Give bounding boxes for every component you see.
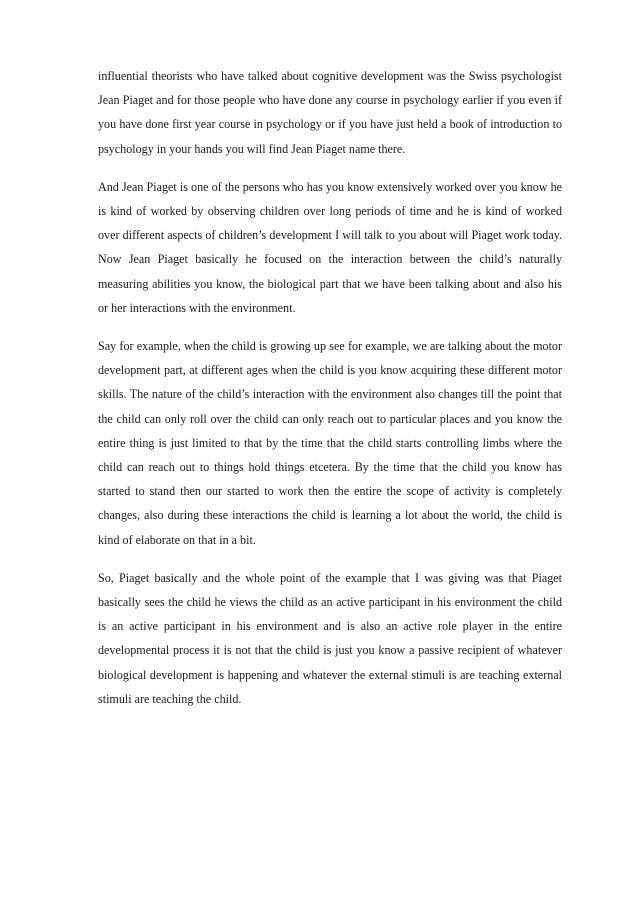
paragraph-1: influential theorists who have talked about cognitive development was the Swiss psychologist Jean Piaget and for those people who have done any course in psychology earlier if you even if you have done first year course in psychology or if you have just held a book of introduction to psychology in your hands you will find Jean Piaget name there. [98, 69, 562, 156]
paragraph-3: Say for example, when the child is growing up see for example, we are talking about the motor development part, at different ages when the child is you know acquiring these different motor skills. The nature of the child’s interaction with the environment also changes till the point that the child can only roll over the child can only reach out to particular places and you know the entire thing is just limited to that by the time that the child starts controlling limbs where the child can reach out to things hold things etcetera. By the time that the child you know has started to stand then our started to work then the entire the scope of activity is completely changes, also during these interactions the child is learning a lot about the world, the child is kind of elaborate on that in a bit. [98, 339, 562, 547]
paragraph-2: And Jean Piaget is one of the persons who has you know extensively worked over you know he is kind of worked by observing children over long periods of time and he is kind of worked over different aspects of children’s development I will talk to you about will Piaget work today. Now Jean Piaget basically he focused on the interaction between the child’s naturally measuring abilities you know, the biological part that we have been talking about and also his or her interactions with the environment. [98, 179, 562, 315]
document-body [98, 64, 562, 726]
paragraph-4: So, Piaget basically and the whole point of the example that I was giving was that Piaget basically sees the child he views the child as an active participant in his environment the child is an active participant in his environment and is also an active role player in the entire developmental process it is not that the child is just you know a passive recipient of whatever biological development is happening and whatever the external stimuli is are teaching external stimuli are teaching the child. [98, 570, 562, 706]
